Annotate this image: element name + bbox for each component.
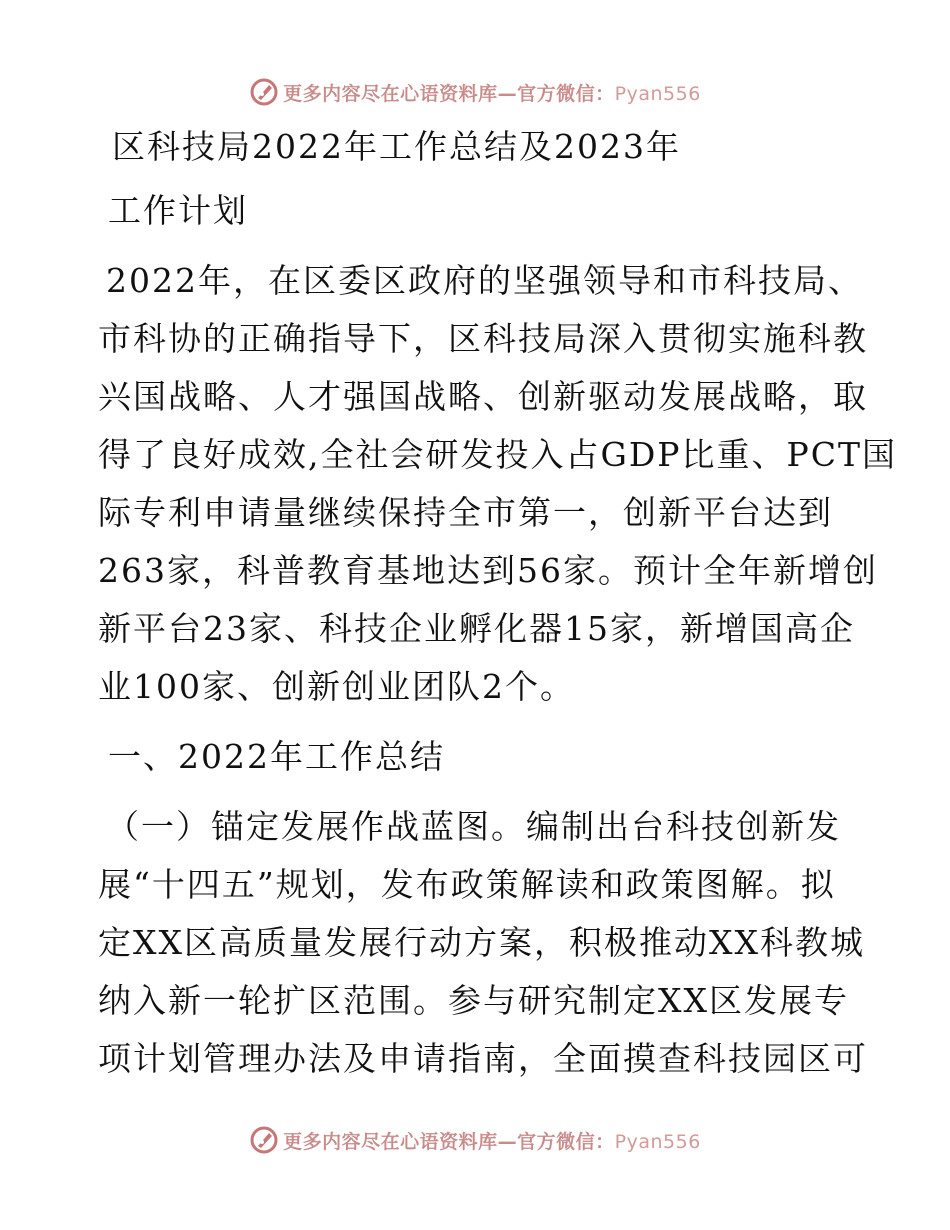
- paragraph-line: 际专利申请量继续保持全市第一，创新平台达到: [98, 493, 833, 532]
- paragraph-line: 新平台23家、科技企业孵化器15家，新增国高企: [98, 609, 855, 648]
- paragraph-line: 得了良好成效,全社会研发投入占GDP比重、PCT国: [98, 435, 897, 474]
- document-title-line-2: 工作计划: [108, 191, 248, 230]
- section-heading: 一、2022年工作总结: [108, 737, 445, 776]
- watermark-footer: [0, 1122, 950, 1158]
- paragraph-line: 2022年，在区委区政府的坚强领导和市科技局、: [106, 261, 863, 300]
- paragraph-line: 定XX区高质量发展行动方案，积极推动XX科教城: [98, 923, 865, 962]
- paragraph-line: 展“十四五”规划，发布政策解读和政策图解。拟: [98, 865, 836, 904]
- paragraph-line: 兴国战略、人才强国战略、创新驱动发展战略，取: [98, 377, 868, 416]
- watermark-text: 更多内容尽在心语资料库—官方微信：Pyan556: [283, 1130, 701, 1153]
- paragraph-line: 业100家、创新创业团队2个。: [98, 667, 575, 706]
- paragraph-line: （一）锚定发展作战蓝图。编制出台科技创新发: [106, 807, 841, 846]
- document-body: [98, 118, 897, 1088]
- paragraph-line: 市科协的正确指导下，区科技局深入贯彻实施科教: [98, 319, 868, 358]
- watermark-header: [0, 74, 950, 110]
- paragraph-line: 263家，科普教育基地达到56家。预计全年新增创: [98, 551, 878, 590]
- pen-logo-icon: [249, 77, 279, 107]
- watermark-text: 更多内容尽在心语资料库—官方微信：Pyan556: [283, 82, 701, 105]
- paragraph-line: 纳入新一轮扩区范围。参与研究制定XX区发展专: [98, 981, 849, 1020]
- pen-logo-icon: [249, 1125, 279, 1155]
- paragraph-line: 项计划管理办法及申请指南，全面摸查科技园区可: [98, 1039, 868, 1078]
- document-title-line-1: 区科技局2022年工作总结及2023年: [112, 127, 681, 166]
